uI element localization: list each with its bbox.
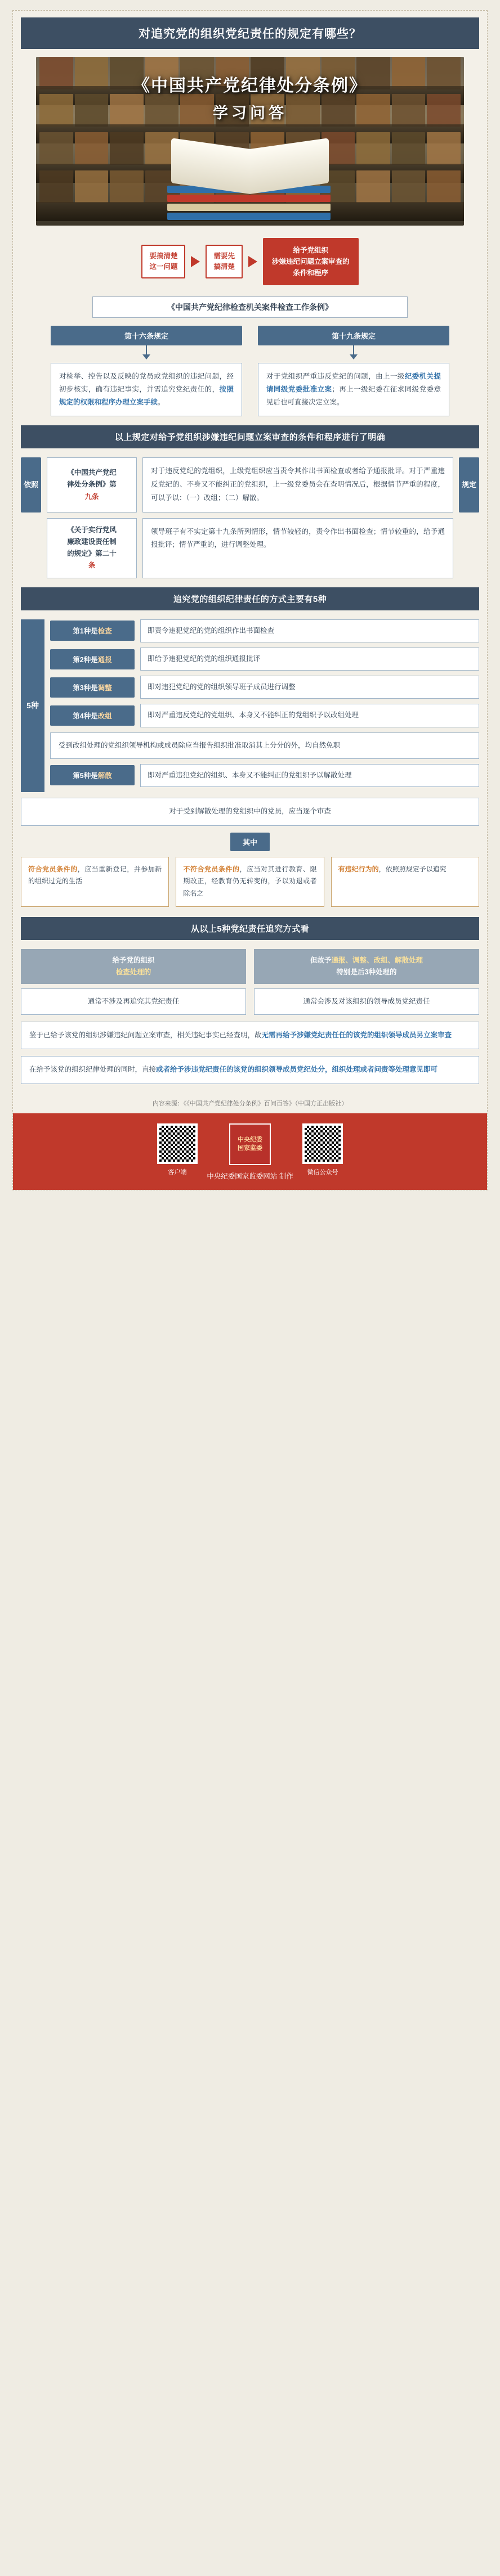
article-16-tag: 第十六条规定 <box>51 326 242 345</box>
hero-title <box>36 71 464 123</box>
article-19-text: 对于党组织严重违反党纪的问题，由上一级纪委机关提请同级党委批准立案；再上一级纪委在征求同级党委意见后也可直接决定立案。 <box>258 363 449 416</box>
way-tag-5 <box>50 765 135 785</box>
qr-wechat[interactable] <box>302 1123 343 1176</box>
content-frame <box>12 10 488 1190</box>
reference-article-9 <box>47 457 137 512</box>
article-19-tag: 第十九条规定 <box>258 326 449 345</box>
final-paragraph-1: 鉴于已给予该党的组织涉嫌违纪问题立案审查，相关违纪事实已经查明，故无需再给予涉嫌党纪责任任的该党的组织领导成员另立案审查 <box>21 1022 479 1050</box>
emblem-line2: 国家监委 <box>238 1145 262 1152</box>
ref9-line3: 九条 <box>84 492 99 501</box>
ref9-line2: 律处分条例》第 <box>67 480 117 489</box>
ref20-line4: 条 <box>88 561 96 570</box>
final-head-left-text: 给予党的组织 <box>112 956 155 964</box>
way-tag-4-prefix: 第4种是 <box>73 712 98 720</box>
final-body-row <box>21 988 479 1015</box>
regulation-column-right <box>258 326 449 416</box>
section2-title: 以上规定对给予党组织涉嫌违纪问题立案审查的条件和程序进行了明确 <box>21 425 479 448</box>
final-head-right <box>254 949 479 984</box>
way-desc-5: 即对严重违犯党纪的组织、本身又不能纠正的党组织予以解散处理 <box>140 764 479 787</box>
qizhong-pill: 其中 <box>230 833 270 851</box>
ref9-line1: 《中国共产党纪 <box>67 469 117 477</box>
final-head-right-em: 通报、调整、改组、解散处理 <box>331 956 423 964</box>
final-head-left-em: 检查处理的 <box>115 968 151 976</box>
way-tag-1-keyword: 检查 <box>97 627 112 636</box>
way-desc-4: 即对严重违反党纪的党组织、本身又不能纠正的党组织予以改组处理 <box>140 704 479 727</box>
section5-title: 从以上5种党纪责任追究方式看 <box>21 917 479 940</box>
basis-label: 依照 <box>21 457 41 512</box>
flow-step-1 <box>141 245 185 279</box>
reference-article-20 <box>47 518 137 578</box>
way-tag-2-keyword: 通报 <box>97 655 112 664</box>
basis-row-1 <box>21 457 479 512</box>
final-head-left <box>21 949 246 984</box>
way-item-1 <box>50 619 479 642</box>
qr-code-icon[interactable] <box>302 1123 343 1164</box>
basis-row-2-content <box>47 518 453 578</box>
ref20-line2: 廉政建设责任制 <box>67 537 117 546</box>
qr-app-client[interactable] <box>157 1123 198 1176</box>
way-item-2 <box>50 648 479 671</box>
basis-text-2: 领导班子有不实定第十九条所列情形，情节较轻的，责令作出书面检查；情节较重的，给予通报批评；情节严重的，进行调整处理。 <box>142 518 453 578</box>
way-tag-4 <box>50 705 135 726</box>
way-tag-1-prefix: 第1种是 <box>73 627 98 636</box>
hero-title-line1: 《中国共产党纪律处分条例》 <box>133 77 367 95</box>
final-paragraph-2: 在给予该党的组织纪律处理的同时，直接或者给予涉违党纪责任的该党的组织领导成员党纪处分，组织处理或者问责等处理意见即可 <box>21 1056 479 1084</box>
hero-title-line2: 学习问答 <box>213 105 287 122</box>
section3-title: 追究党的组织纪律责任的方式主要有5种 <box>21 587 479 610</box>
open-book-icon <box>171 140 329 188</box>
arrow-down-icon <box>350 354 358 359</box>
regulation-columns <box>21 326 479 416</box>
flow-step-2 <box>206 245 243 279</box>
emblem-line1: 中央纪委 <box>238 1136 262 1143</box>
final-head-right-text: 但故予 <box>310 956 332 964</box>
ref20-line1: 《关于实行党风 <box>67 525 117 534</box>
qr-wechat-label: 微信公众号 <box>307 1169 338 1176</box>
way-tag-5-keyword: 解散 <box>97 772 112 780</box>
way-tag-3 <box>50 677 135 698</box>
way-tag-2 <box>50 649 135 669</box>
arrow-right-icon <box>191 256 200 267</box>
intro-flow <box>21 238 479 285</box>
five-ways-list <box>50 619 479 792</box>
source-note: 内容来源：《《中国共产党纪律处分条例》百问百答》（中国方正出版社） <box>152 1100 348 1108</box>
flow-step-1-line2: 这一问题 <box>149 263 178 271</box>
way-tag-2-prefix: 第2种是 <box>73 655 98 664</box>
qr-code-icon[interactable] <box>157 1123 198 1164</box>
way-tag-1 <box>50 621 135 641</box>
final-head-row <box>21 949 479 984</box>
five-ways-count: 5种 <box>21 619 44 792</box>
basis-row-2 <box>21 518 479 578</box>
rule-label: 规定 <box>459 457 479 512</box>
way-desc-1: 即责令违犯党纪的党的组织作出书面检查 <box>140 619 479 642</box>
page-title: 对追究党的组织党纪责任的规定有哪些？ <box>21 17 479 49</box>
final-body-right: 通常会涉及对该组织的领导成员党纪责任 <box>254 988 479 1015</box>
flow-step-3 <box>263 238 359 285</box>
way-tag-5-prefix: 第5种是 <box>73 772 98 780</box>
hero-image <box>36 57 464 226</box>
way-desc-2: 即给予违犯党纪的党的组织通报批评 <box>140 648 479 671</box>
qizhong-wrapper <box>21 833 479 851</box>
footer-credit: 中央纪委国家监委网站 制作 <box>13 1171 487 1190</box>
emblem-block <box>229 1123 271 1168</box>
book-illustration <box>157 136 343 220</box>
final-head-right-text2: 特别是后3种处理的 <box>336 968 397 976</box>
flow-step-2-line2: 搞清楚 <box>213 263 235 271</box>
basis-text-1: 对于违反党纪的党组织，上级党组织应当责令其作出书面检查或者给予通报批评。对于严重违反党纪的、不身又不能纠正的党组织，上一级党委员会在查明情况后，根据情节严重的程度，可以予以：（一）改组；（二）解散。 <box>142 457 453 512</box>
member-card-2: 不符合党员条件的，应当对其进行教育、限期改正，经教育仍无转变的，予以劝退或者除名之 <box>176 857 324 907</box>
way-tag-3-keyword: 调整 <box>97 684 112 692</box>
emblem-icon <box>229 1123 271 1165</box>
way-note: 受到改组处理的党组织领导机构或成员除应当报告组织批准取消其上分分的外，均自然免职 <box>50 732 479 759</box>
flow-step-3-line2: 涉嫌违纪问题立案审查的 <box>272 258 350 266</box>
ref20-line3: 的规定》第二十 <box>67 550 117 558</box>
member-card-1: 符合党员条件的，应当重新登记，并参加新的组织过党的生活 <box>21 857 169 907</box>
regulation-subtitle: 《中国共产党纪律检查机关案件检查工作条例》 <box>92 296 408 318</box>
way-tag-3-prefix: 第3种是 <box>73 684 98 692</box>
qr-app-label: 客户端 <box>168 1169 187 1176</box>
connector-line <box>146 345 147 354</box>
member-card-3: 有违纪行为的，依照照规定予以追究 <box>331 857 479 907</box>
basis-row-1-content <box>47 457 453 512</box>
way-item-4 <box>50 704 479 727</box>
flow-step-3-line3: 条件和程序 <box>293 269 329 277</box>
arrow-down-icon <box>142 354 150 359</box>
way-item-3 <box>50 676 479 699</box>
way-tag-4-keyword: 改组 <box>97 712 112 720</box>
final-body-left: 通常不涉及再追究其党纪责任 <box>21 988 246 1015</box>
flow-step-1-line1: 要搞清楚 <box>149 251 178 260</box>
member-handling-cards <box>21 857 479 907</box>
five-ways-block <box>21 619 479 792</box>
regulation-column-left <box>51 326 242 416</box>
connector-line <box>353 345 354 354</box>
dissolve-member-review-note: 对于受到解散处理的党组织中的党员，应当逐个审查 <box>21 798 479 826</box>
arrow-right-icon <box>248 256 257 267</box>
flow-step-3-line1: 给予党组织 <box>293 246 329 254</box>
article-16-text: 对检举、控告以及反映的党员或党组织的违纪问题，经初步核实，确有违纪事实，并需追究党纪责任的，按照规定的权限和程序办理立案手续。 <box>51 363 242 416</box>
flow-step-2-line1: 需要先 <box>213 251 235 260</box>
way-item-5 <box>50 764 479 787</box>
way-desc-3: 即对违犯党纪的党的组织领导班子成员进行调整 <box>140 676 479 699</box>
